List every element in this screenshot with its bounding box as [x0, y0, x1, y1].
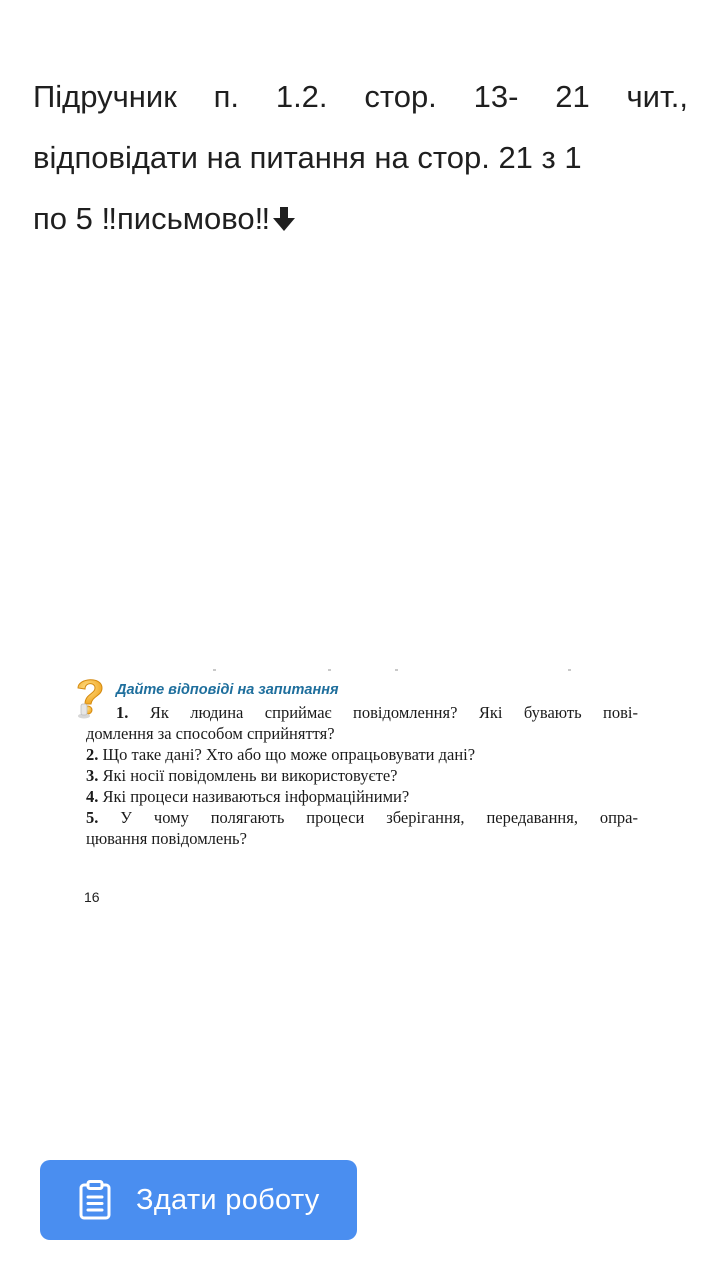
- scan-artifacts: [68, 664, 668, 672]
- submit-work-button[interactable]: [40, 1160, 357, 1240]
- assignment-line-3-text: по 5 ‼письмово‼: [33, 201, 271, 236]
- question-text-cont: домлення за способом сприйняття?: [86, 724, 335, 743]
- assignment-line-1: Підручник п. 1.2. стор. 13- 21 чит.,: [33, 79, 688, 114]
- textbook-question: [86, 702, 638, 744]
- textbook-page-number: 16: [84, 889, 100, 905]
- question-line: [86, 702, 638, 723]
- assignment-text: [33, 66, 688, 252]
- clipboard-icon: [78, 1180, 112, 1220]
- question-number: 1.: [116, 703, 129, 722]
- question-number: 3.: [86, 766, 99, 785]
- textbook-question-list: [86, 702, 638, 849]
- down-arrow-icon: [273, 191, 295, 252]
- textbook-question: [86, 807, 638, 849]
- assignment-line-2: відповідати на питання на стор. 21 з 1: [33, 140, 582, 175]
- assignment-line-3: [33, 188, 688, 252]
- question-number: 2.: [86, 745, 99, 764]
- question-number: 5.: [86, 808, 99, 827]
- submit-work-label: Здати роботу: [136, 1183, 320, 1216]
- question-text: У чому полягають процеси зберігання, передавання, опра-: [120, 808, 639, 827]
- textbook-question: [86, 765, 638, 786]
- question-text: Що таке дані? Хто або що може опрацьовувати дані?: [102, 745, 476, 764]
- textbook-question: [86, 786, 638, 807]
- question-number: 4.: [86, 787, 99, 806]
- textbook-question: [86, 744, 638, 765]
- question-text: Як людина сприймає повідомлення? Які бувають пові-: [149, 703, 639, 722]
- question-text-cont: цювання повідомлень?: [86, 829, 247, 848]
- textbook-heading: Дайте відповіді на запитання: [116, 682, 339, 698]
- textbook-page-image[interactable]: [68, 664, 668, 924]
- question-text: Які носії повідомлень ви використовуєте?: [102, 766, 398, 785]
- question-line: [86, 807, 638, 828]
- question-text: Які процеси називаються інформаційними?: [102, 787, 410, 806]
